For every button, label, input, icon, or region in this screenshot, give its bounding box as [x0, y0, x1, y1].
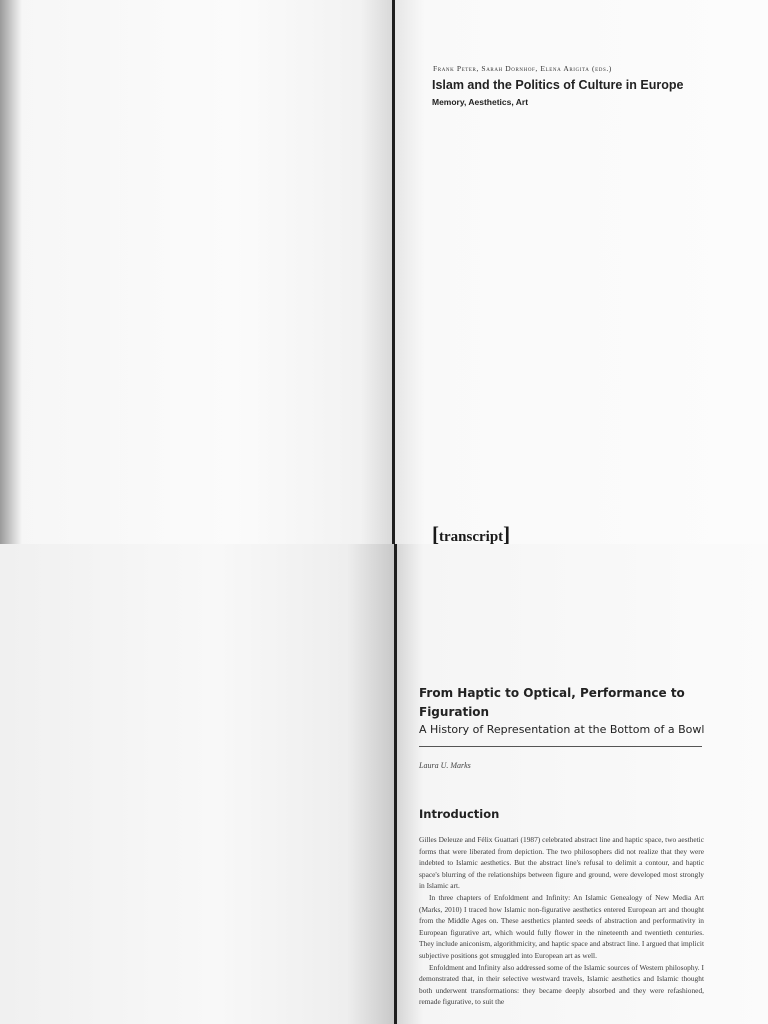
- section-heading: Introduction: [419, 807, 500, 821]
- book-subtitle: Memory, Aesthetics, Art: [432, 97, 529, 107]
- chapter-author: Laura U. Marks: [419, 761, 471, 770]
- book-editors: Frank Peter, Sarah Dornhof, Elena Arigita (eds.): [433, 64, 612, 73]
- chapter-title: From Haptic to Optical, Performance to Figuration: [419, 686, 685, 719]
- book-title: Islam and the Politics of Culture in Europe: [432, 78, 684, 92]
- blank-left-page: [0, 544, 394, 1024]
- paragraph: Gilles Deleuze and Félix Guattari (1987) celebrated abstract line and haptic space, two aesthetic forms that were liberated from depiction. The two philosophers did not realize that they were indebted to Islamic aesthetics. But the abstract line's refusal to delimit a contour, and haptic space's blurring of the relationships between figure and ground, were developed most strongly in Islamic art.: [419, 835, 704, 891]
- blank-verso-page: [0, 0, 392, 544]
- title-divider: [419, 746, 702, 747]
- paragraph: Enfoldment and Infinity also addressed some of the Islamic sources of Western philosophy. I demonstrated that, in their selective westward travels, Islamic aesthetics and Islamic thought both underwent transformations: they became deeply absorbed and they were refashioned, remade figurative, to suit the: [419, 962, 704, 1007]
- chapter-subtitle: A History of Representation at the Bottom of a Bowl: [419, 723, 705, 736]
- paragraph: In three chapters of Enfoldment and Infinity: An Islamic Genealogy of New Media Art (Marks, 2010) I traced how Islamic non-figurative aesthetics entered European art and thought from the Middle Ages on. These aesthetics planted seeds of abstraction and performativity in European figurative art, which would fully flower in the nineteenth and twentieth centuries. They include aniconism, algorithmicity, and haptic space and abstract line. I argued that implicit subjective positions got smuggled into European art as well.: [419, 892, 704, 960]
- chapter-page-spread: [0, 544, 768, 1024]
- publisher-logo: [transcript]: [432, 522, 511, 544]
- chapter-opening-page: [397, 544, 768, 1024]
- publisher-name: transcript: [439, 529, 504, 544]
- body-text: [419, 834, 704, 1008]
